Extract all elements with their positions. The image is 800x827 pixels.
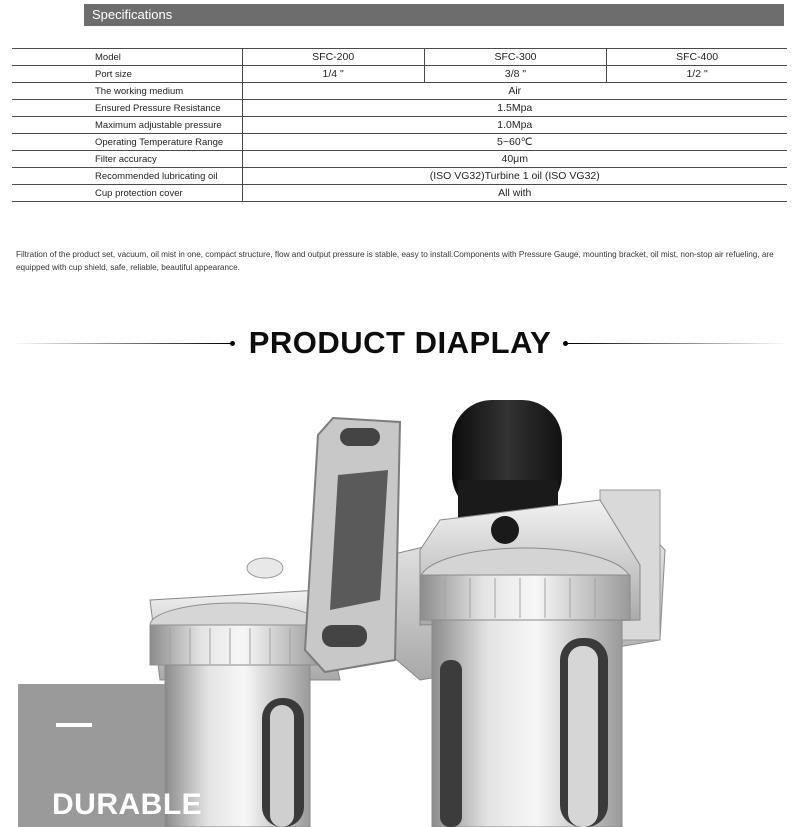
specifications-header-bar <box>84 4 784 26</box>
spec-label: The working medium <box>12 83 242 100</box>
table-row <box>12 134 787 151</box>
spec-value: All with <box>242 185 787 202</box>
spec-value: SFC-300 <box>424 49 606 66</box>
spec-value: 1.0Mpa <box>242 117 787 134</box>
table-row <box>12 49 787 66</box>
specifications-table <box>12 48 787 202</box>
product-description: Filtration of the product set, vacuum, oil mist in one, compact structure, flow and output pressure is stable, easy to install.Components with Pressure Gauge, mounting bracket, oil mist, non-stop air refueling, are equipped with cup shield, safe, reliable, beautiful appearance. <box>16 250 774 272</box>
spec-value: 1/4 " <box>242 66 424 83</box>
spec-label: Ensured Pressure Resistance <box>12 100 242 117</box>
spec-value: 1/2 " <box>607 66 787 83</box>
table-row <box>12 168 787 185</box>
spec-label: Operating Temperature Range <box>12 134 242 151</box>
spec-value: 1.5Mpa <box>242 100 787 117</box>
spec-label: Filter accuracy <box>12 151 242 168</box>
spec-value: (ISO VG32)Turbine 1 oil (ISO VG32) <box>242 168 787 185</box>
specifications-heading: Specifications <box>92 7 173 22</box>
title-divider-dot-left <box>230 341 235 346</box>
table-row <box>12 185 787 202</box>
spec-value: 5~60℃ <box>242 134 787 151</box>
table-row <box>12 66 787 83</box>
spec-value: Air <box>242 83 787 100</box>
title-divider-right <box>568 343 788 344</box>
table-row <box>12 117 787 134</box>
product-display-title: PRODUCT DIAPLAY <box>248 325 552 360</box>
spec-value: SFC-400 <box>607 49 787 66</box>
table-row <box>12 83 787 100</box>
table-row <box>12 151 787 168</box>
spec-value: 3/8 " <box>424 66 606 83</box>
durable-badge-text: DURABLE <box>52 788 203 821</box>
spec-label: Maximum adjustable pressure <box>12 117 242 134</box>
spec-label: Cup protection cover <box>12 185 242 202</box>
spec-value: SFC-200 <box>242 49 424 66</box>
spec-label: Port size <box>12 66 242 83</box>
spec-value: 40μm <box>242 151 787 168</box>
spec-label: Model <box>12 49 242 66</box>
durable-badge-dash <box>56 723 92 727</box>
table-row <box>12 100 787 117</box>
spec-label: Recommended lubricating oil <box>12 168 242 185</box>
title-divider-left <box>12 343 232 344</box>
